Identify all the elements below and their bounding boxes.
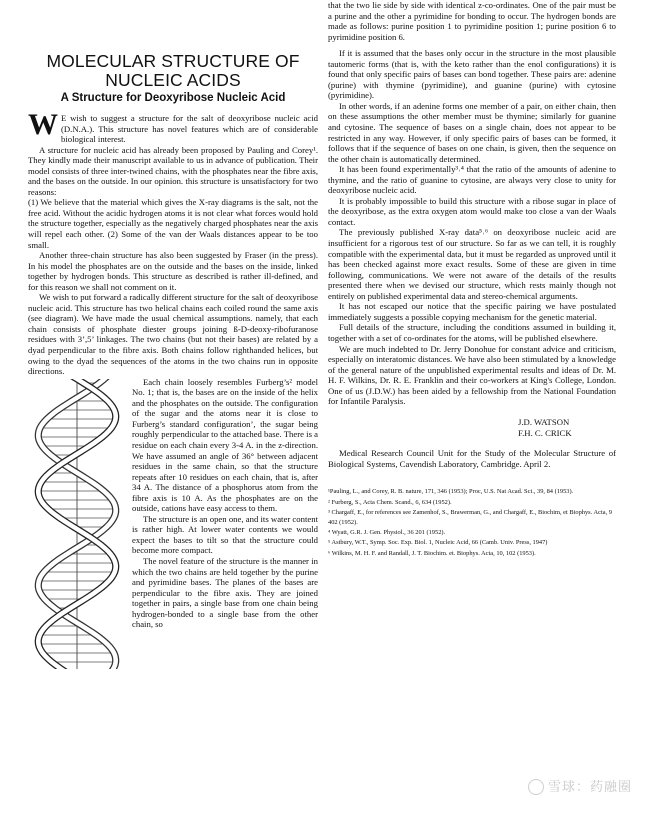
- paragraph: The structure is an open one, and its water content is rather high. At lower water contents we would expect the bases to tilt so that the structure could become more compact.: [132, 513, 318, 556]
- paragraph: It has not escaped our notice that the specific pairing we have postulated immediately suggests a possible copying mechanism for the genetic material.: [328, 301, 616, 322]
- right-column: [328, 0, 616, 559]
- references: [328, 487, 616, 558]
- paragraph: We wish to put forward a radically different structure for the salt of deoxyribose nucleic acid. This structure has two helical chains each coiled round the same axis (see diagram). We have made the usual chemical assumptions. namely, that each chain consists of phosphate diester groups joining ß-D-deoxy-ribofuranose residues with 3’,5’ linkages. The two chains (but not their bases) are related by a dyad perpendicular to the fibre axis. Both chains follow righthanded helices, but owing to the dyad the sequences of the atoms in the two chains run in opposite directions.: [28, 292, 318, 377]
- reference-item: ³ Chargaff, E., for references see Zamenhof, S., Brawerman, G., and Chargaff, E., Biochim, et Biophys. Acta, 9 402 (1952).: [328, 508, 612, 527]
- paragraph: In other words, if an adenine forms one member of a pair, on either chain, then on these assumptions the other member must be thymine; similarly for guanine and cytosine. The sequence of bases on a single chain, does not appear to be restricted in any way. However, if only specific pairs of bases can be formed, it follows that if the sequence of bases on one chain, is given, then the sequence on the other chain is automatically determined.: [328, 100, 616, 164]
- double-helix-diagram: [26, 379, 128, 669]
- reference-item: ⁶ Wilkins, M. H. F. and Randall, J. T. Biochim. et. Biophys. Acta, 10, 102 (1953).: [328, 549, 536, 557]
- paragraph: Each chain loosely resembles Furberg’s² model No. 1; that is, the bases are on the inside of the helix and the phosphates on the outside. The configuration of the sugar and the atoms near it is close to Furberg’s standard configuration’, the sugar being roughly perpendicular to the attached base. There is a residue on each chain every 3-4 A. in the z-direction. We have assumed an angle of 36° between adjacent residues in the same chain, so that the structure repeats after 10 residues on each chain, that is, after 34 A. The distance of a phosphorus atom from the fibre axis is 10 A. As the phosphates are on the outside, cations have easy access to them.: [132, 376, 318, 514]
- paragraph: Full details of the structure, including the conditions assumed in building it, together with a set of co-ordinates for the atoms, will be published elsewhere.: [328, 322, 616, 343]
- article-title: MOLECULAR STRUCTURE OF NUCLEIC ACIDS: [46, 51, 300, 90]
- paragraph: It has been found experimentally³˒⁴ that the ratio of the amounts of adenine to thymine, and the ratio of guanine to cytosine, are always very close to unity for deoxyribose nucleic acid.: [328, 164, 616, 196]
- reference-item: ¹Pauling, L., and Corey, R. B. nature, 171, 346 (1953); Proc, U.S. Nat Acad. Sci., 39, 84 (1953).: [328, 488, 574, 496]
- paragraph: that the two lie side by side with identical z-co-ordinates. One of the pair must be a purine and the other a pyrimidine for bonding to occur. The hydrogen bonds are made as follows: purine position 1 to pyrimidine position 1; purine position 6 to pyrimidine position 6.: [328, 0, 616, 42]
- paragraph: If it is assumed that the bases only occur in the structure in the most plausible tautomeric forms (that is, with the keto rather than the enol configurations) it is found that only specific pairs of bases can bond together. These pairs are: adenine (purine) with thymine (pyrimidine), and guanine (purine) with cytosine (pyrimidine).: [328, 48, 616, 101]
- paragraph-intro-text: E wish to suggest a structure for the salt of deoxyribose nucleic acid (D.N.A.). This structure has novel features which are of considerable biological interest.: [61, 113, 318, 145]
- article-subtitle: A Structure for Deoxyribose Nucleic Acid: [60, 92, 286, 104]
- paragraph: It is probably impossible to build this structure with a ribose sugar in place of the deoxyribose, as the extra oxygen atom would make too close a van der Waals contact.: [328, 195, 616, 227]
- author-crick: F.H. C. CRICK: [518, 427, 572, 438]
- paragraph: (1) We believe that the material which gives the X-ray diagrams is the salt, not the free acid. Without the acidic hydrogen atoms it is not clear what forces would hold the structure together, especially as the negatively charged phosphates near the axis will repel each other. (2) Some of the van der Waals distances appear to be too small.: [28, 197, 318, 250]
- paragraph: The novel feature of the structure is the manner in which the two chains are held together by the purine and pyrimidine bases. The planes of the bases are perpendicular to the fibre axis. They are joined together in pairs, a single base from one chain being hydrogen-bonded to a single base from the other chain, so: [132, 555, 318, 630]
- author-watson: J.D. WATSON: [518, 416, 570, 427]
- signatures: [328, 417, 616, 439]
- figure-wrap: [28, 377, 318, 630]
- paragraph: Another three-chain structure has also been suggested by Fraser (in the press). In his model the phosphates are on the outside and the bases on the inside, linked together by hydrogen bonds. This structure as described is rather ill-defined, and for this reason we shall not comment on it.: [28, 250, 318, 292]
- watermark-text: 雪球：药融圈: [547, 779, 632, 795]
- paragraph: A structure for nucleic acid has already been proposed by Pauling and Corey¹. They kindly made their manuscript available to us in advance of publication. Their model consists of three inter-twined chains, with the phosphates near the fibre axis, and the bases on the outside. In our opinion. this structure is unsatisfactory for two reasons:: [28, 144, 318, 197]
- reference-item: ⁵ Astbury, W.T., Symp. Soc. Exp. Biol. 1, Nucleic Acid, 66 (Camb. Univ. Press, 1947): [328, 539, 548, 547]
- affiliation: Medical Research Council Unit for the Study of the Molecular Structure of Biological Systems, Cavendish Laboratory, Cambridge. April 2.: [328, 448, 616, 469]
- watermark: [528, 776, 632, 796]
- left-column: [28, 0, 318, 669]
- reference-item: ⁴ Wyatt, G.R. J. Gen. Physiol., 36 201 (1952).: [328, 529, 446, 537]
- snowball-logo-icon: [528, 779, 544, 795]
- reference-item: ² Furberg, S., Acta Chem. Scand., 6, 634 (1952).: [328, 498, 452, 506]
- paragraph: The previously published X-ray data⁵˒⁶ on deoxyribose nucleic acid are insufficient for a rigorous test of our structure. So far as we can tell, it is roughly compatible with the experimental data, but it must be regarded as unproved until it has been checked against more exact results. Some of these are given in time following, communications. We were not aware of the details of the results presented there when we devised our structure, which rests mainly though not entirely on published experimental data and stereo-chemical arguments.: [328, 227, 616, 301]
- paragraph: We are much indebted to Dr. Jerry Donohue for constant advice and criticism, especially on interatomic distances. We have also been stimulated by a knowledge of the general nature of the unpublished experimental results and ideas of Dr. M. H. F. Wilkins, Dr. R. E. Franklin and their co-workers at King's College, London. One of us (J.D.W.) has been aided by a fellowship from the National Foundation for Infantile Paralysis.: [328, 343, 616, 407]
- drop-cap: W: [28, 108, 58, 141]
- paragraph-intro: [28, 108, 318, 145]
